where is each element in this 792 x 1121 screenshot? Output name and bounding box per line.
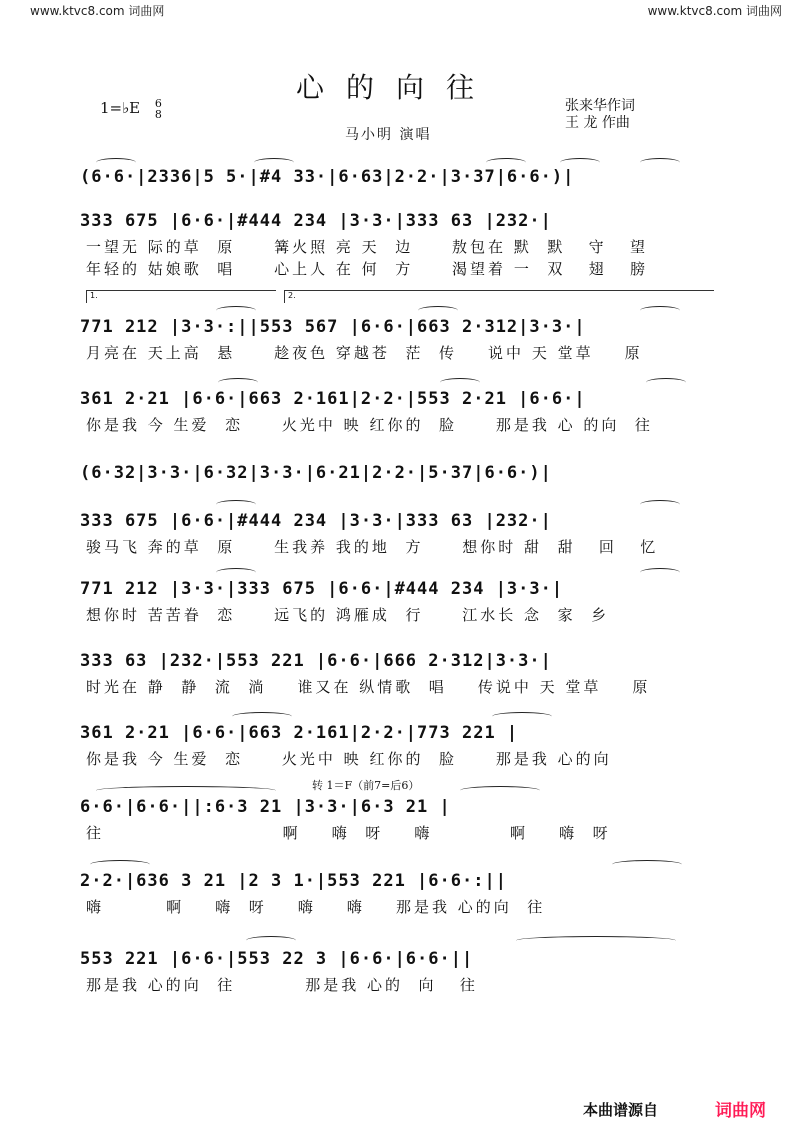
score-system-3	[80, 312, 712, 364]
singer-credit: 马小明 演唱	[345, 127, 432, 143]
slur	[246, 936, 296, 945]
slur	[216, 500, 256, 509]
site-watermark-right: www.ktvc8.com 词曲网	[647, 4, 782, 18]
slur	[646, 378, 686, 387]
source-label: 本曲谱源自	[583, 1101, 659, 1119]
time-numerator: 6	[154, 97, 162, 110]
slur	[232, 712, 292, 721]
slur	[640, 306, 680, 315]
lyric-line: 月亮在 天上高 悬 趁夜色 穿越苍 茫 传 说中 天 堂草 原	[86, 344, 643, 362]
notation-line: 553 221 |6·6·|553 22 3 |6·6·|6·6·||	[80, 949, 474, 969]
slur	[612, 860, 682, 869]
first-ending-label: 1.	[90, 291, 98, 300]
lyric-line: 想你时 苦苦眷 恋 远飞的 鸿雁成 行 江水长 念 家 乡	[86, 606, 610, 624]
score-system-8	[80, 646, 712, 698]
lyric-line: 往 啊 嗨 呀 嗨 啊 嗨 呀	[86, 824, 611, 842]
site-watermark-left: www.ktvc8.com 词曲网	[30, 4, 165, 18]
slur	[640, 158, 680, 167]
notation-line: 333 63 |232·|553 221 |6·6·|666 2·312|3·3·|	[80, 651, 552, 671]
slur	[96, 786, 276, 795]
slur	[218, 378, 258, 387]
composer-credit: 王 龙 作曲	[565, 115, 630, 131]
notation-line: 2·2·|636 3 21 |2 3 1·|553 221 |6·6·:||	[80, 871, 507, 891]
slur	[90, 860, 150, 869]
slur	[216, 568, 256, 577]
first-ending-bracket	[86, 290, 276, 303]
brand-logo[interactable]: 词曲网	[715, 1101, 766, 1121]
score-system-6	[80, 506, 712, 558]
lyric-line: 你是我 今 生爱 恋 火光中 映 红你的 脸 那是我 心 的向 往	[86, 416, 653, 434]
lyric-line: 嗨 啊 嗨 呀 嗨 嗨 那是我 心的向 往	[86, 898, 546, 916]
slur	[486, 158, 526, 167]
key-label: 1=♭E	[100, 99, 141, 117]
score-system-1	[80, 162, 712, 192]
slur	[254, 158, 294, 167]
notation-line: 771 212 |3·3·:||553 567 |6·6·|663 2·312|3·3·|	[80, 317, 586, 337]
second-ending-label: 2.	[288, 291, 296, 300]
slur	[640, 568, 680, 577]
song-title: 心的向往	[295, 71, 496, 104]
time-signature	[155, 98, 162, 120]
time-denominator: 8	[154, 108, 162, 121]
score-system-11	[80, 866, 712, 918]
key-signature	[100, 98, 162, 120]
notation-line: 333 675 |6·6·|#444 234 |3·3·|333 63 |232·|	[80, 211, 552, 231]
notation-line: 771 212 |3·3·|333 675 |6·6·|#444 234 |3·3·|	[80, 579, 564, 599]
score-system-10	[80, 792, 712, 844]
credits	[565, 98, 635, 132]
slur	[492, 712, 552, 721]
score-system-12	[80, 944, 712, 996]
lyric-verse-2: 年轻的 姑娘歌 唱 心上人 在 何 方 渴望着 一 双 翅 膀	[86, 260, 648, 278]
score-system-9	[80, 718, 712, 770]
notation-line: 333 675 |6·6·|#444 234 |3·3·|333 63 |232·|	[80, 511, 552, 531]
lyric-verse-1: 一望无 际的草 原 篝火照 亮 天 边 敖包在 默 默 守 望	[86, 238, 648, 256]
lyricist-credit: 张来华作词	[565, 98, 635, 114]
score-system-4	[80, 384, 712, 436]
score-system-2	[80, 206, 712, 280]
lyric-line: 骏马飞 奔的草 原 生我养 我的地 方 想你时 甜 甜 回 忆	[86, 538, 659, 556]
slur	[418, 306, 458, 315]
slur	[560, 158, 600, 167]
notation-line: 6·6·|6·6·||:6·3 21 |3·3·|6·3 21 |	[80, 797, 451, 817]
notation-line: 361 2·21 |6·6·|663 2·161|2·2·|553 2·21 |6·6·|	[80, 389, 586, 409]
lyric-line: 那是我 心的向 往 那是我 心的 向 往	[86, 976, 478, 994]
score-system-5	[80, 458, 712, 488]
notation-line: (6·32|3·3·|6·32|3·3·|6·21|2·2·|5·37|6·6·)|	[80, 463, 552, 483]
key-change-note: 转 1＝F（前7=后6）	[312, 779, 420, 792]
slur	[640, 500, 680, 509]
slur	[96, 158, 136, 167]
notation-line: (6·6·|2336|5 5·|#4 33·|6·63|2·2·|3·37|6·6·)|	[80, 167, 575, 187]
slur	[440, 378, 480, 387]
slur	[216, 306, 256, 315]
second-ending-bracket	[284, 290, 714, 303]
lyric-line: 时光在 静 静 流 淌 谁又在 纵情歌 唱 传说中 天 堂草 原	[86, 678, 651, 696]
score-system-7	[80, 574, 712, 626]
lyric-line: 你是我 今 生爱 恋 火光中 映 红你的 脸 那是我 心的向	[86, 750, 612, 768]
slur	[516, 936, 676, 945]
notation-line: 361 2·21 |6·6·|663 2·161|2·2·|773 221 |	[80, 723, 519, 743]
slur	[460, 786, 540, 795]
